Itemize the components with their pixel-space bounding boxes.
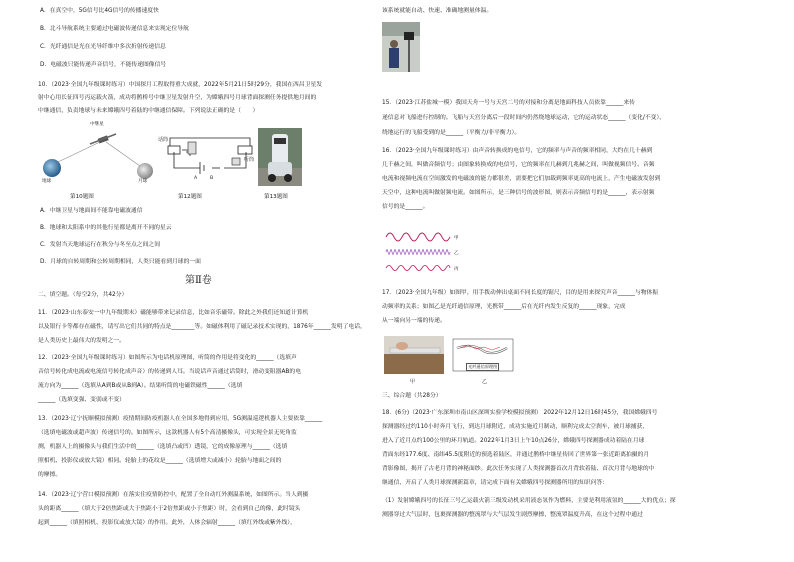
q15-line: 15．（2023·江苏盐城一模）我国天舟一号与天宫二号的对接和分离是地面科技人员依靠______来传 [382,100,635,106]
q12-line: 12．（2023·全国九年级课时练习）如图所示为电话机原理图，听筒的作用是将变化的______（选填声 [38,355,297,361]
q18-line: 背影像图，揭开了古老月背的神秘面纱。此次任务实现了人类探测器首次月背软着陆、首次月背与地球的中 [382,466,655,472]
moon-label: 月球 [138,179,148,184]
ruler-on-table-photo [384,336,444,374]
relay-satellite-figure [40,122,160,184]
q10-line: 射中心用长征四号丙运载火箭，成功将鹊桥号中继卫星发射升空，为嫦娥四号月球背面探测任务提供地月间的 [38,95,317,101]
q16-line: 16．（2023·全国九年级课时练习）由声音转换成的电信号，它的频率与声音的频率相同，大约在几十赫到 [382,148,653,154]
q15-line: 递信息对飞船进行控制的。飞船与天宫分离后一段时间内仍然绕地球运动，它的运动状态______（变化/不变）， [382,115,666,121]
q13-line: 测，机器人上的摄像头与我们生活中的______（选填凸或凹）透镜，它的成像原理与______（选填 [38,444,288,450]
earth-label: 地球 [42,179,52,184]
q16-line: 信号的是______。 [382,204,429,210]
q11-line: 是人类历史上最伟大的发明之一。 [38,338,125,344]
q13-line: （选填电磁波或超声波）传递信号的。如图所示，这款机器人有5个高清摄像头，可实现全景无死角监 [38,430,297,436]
wave-label-yi: 乙 [454,251,459,256]
section-title: 第Ⅱ卷 [185,275,212,286]
q15-line: 绕地运行的飞船受到的是______（平衡力/非平衡力）。 [382,130,521,136]
fig17-label-jia: 甲 [410,379,416,385]
q18-line: 背面东经177.6度、南纬45.5度附近的预选着陆区，并通过鹊桥中继星传回了世界第一张近距离拍摄的月 [382,452,650,458]
option-line: B．北斗导航系统主要通过电磁波传递信息来实现定位导航 [40,26,189,32]
section-subtitle: 二、填空题。（每空2分，共42分） [38,292,128,298]
wave-label-bing: 丙 [454,267,459,272]
q11-line: 11．（2023·山东泰安一中九年级期末）磁能够带来记录信息，比如音乐磁带。除此之外我们还知道计算机 [38,310,309,316]
continuation-line: 该系统就能自动、快速、准确地测量体温。 [382,8,493,14]
q12-line: 音信号转化成电流或电流信号转化成声音）的传递到人耳。当说话声音通过话筒时，滑动变阻器AB的电 [38,369,302,375]
q13-line: 13．（2023·辽宁抚顺模拟预测）疫情期间防疫机器人在全国多地得到应用，5G测温巡逻机器人主要依靠______ [38,416,323,422]
figure-caption: 第13题图 [264,194,288,200]
q10-option: A．中继卫星与地面间不能靠电磁波通信 [40,208,143,214]
q12-line: ______（选填变强、变弱或不变） [38,397,125,403]
point-b-label: B [210,176,214,181]
wave-label-jia: 甲 [454,236,459,241]
q18-line: 18．(6分)（2023·广东深圳市南山区深圳实验学校模拟预测） 2022年12月12日16时45分，我国嫦娥四号 [382,410,658,416]
q10-line: 10．（2023·全国九年级课时练习）中国探月工程取得重大成就，2022年5月21日5时29分，我国在西昌卫星发 [38,82,323,88]
fiber-diagram-label: 光纤通信原理图 [468,364,498,369]
q16-line: 电流和视频电流在空间激发的电磁波的能力都很差，需要把它们加载到频率更高的电流上，产生电磁波发射到 [382,176,661,182]
figure-caption: 第12题图 [178,194,202,200]
option-line: D．电磁波只能传递声音信号，不能传递图像信号 [40,62,167,68]
waveform-figure [384,228,464,276]
point-a-label: A [194,176,198,181]
fig17-label-yi: 乙 [482,379,488,385]
q18-line: 探测器经过约110小时奔月飞行，到达月球附近，成功实施近月制动，顺利完成太空刹车，被月球捕获， [382,424,649,430]
q14-line: 14．（2023·辽宁营口模拟预测）在落实住疫情防控中，配置了全自动红外测温系统，如图所示。当人到摄 [38,492,309,498]
q10-option: C．发射当天地球运行在秋分与冬至点之间之间 [40,242,160,248]
right-column [378,0,794,562]
figure-caption: 第10题图 [70,194,94,200]
q14-line: 起到______（填照相机、投影仪或放大镜）的作用。此外，人体会辐射______（填红外线或紫外线）， [38,520,296,526]
q10-option: D．月球的自转周期和公转周期相同，人类只能看到月球的一面 [40,259,201,265]
thermometer-photo [382,22,420,72]
q18-line: （1）发射嫦娥四号的长征三号乙运载火箭三级发动机采用液态氢作为燃料，主要是利用液氢的______大的优点；探 [382,498,676,504]
relay-label: 中继星 [90,122,104,127]
earpiece-label: 听筒 [244,157,255,163]
q18-line: 进入了近月点约100公里的环月轨道。2022年1月3日上午10点26分，嫦娥四号探测器成功着陆在月球 [382,438,645,444]
option-line: A．在真空中，5G信号比4G信号的传播速度快 [40,8,159,14]
section-three-title: 三、综合题（共28分） [382,393,442,399]
option-line: C．光纤通信是光在光导纤维中多次折射传递信息 [40,44,166,50]
q17-line: 17．（2023·全国九年级）如图甲，用手拨动伸出桌面不同长度的锯尺，目的是用来探究声音______与物体振 [382,290,659,296]
q18-line: 继通信，开启了人类月球探测新篇章，请完成下面有关嫦娥四号探测器所用的知识问答： [382,480,609,486]
left-column [0,0,378,562]
q13-line: 的摩擦。 [38,472,62,478]
q13-line: 照相机、投影仪或放大镜）相同。轮胎上的花纹是______（选填增大或减小）轮胎与地面之间的 [38,458,282,464]
q17-line: 动频率的关系；如图乙是光纤通信原理，光携带______后在光纤内发生反复的______现象，完成 [382,304,626,310]
q17-line: 从一端向另一端的传递。 [382,318,446,324]
q16-line: 几千赫之间，叫做音频信号；由图象转换成的电信号，它的频率在几赫到几兆赫之间，叫做视频信号。音频 [382,162,655,168]
robot-photo [258,128,302,186]
q14-line: 头的距离______（填大于2倍焦距或大于焦距小于2倍焦距或小于焦距）时，会看到自己的像，此时镜头 [38,506,301,512]
q10-option: B．地球和太阳系中的其他行星都是离开不同的星云 [40,225,172,231]
q11-line: 以及银行卡等都存在磁性，请写出它们共同的特点是________等。如磁体利用了磁记录技术实现的，1876年______发明了电话， [38,324,366,330]
q10-line: 中继通信，负责地球与未来嫦娥四号着陆的中继通信保障。下列说法正确的是（ ） [38,108,259,114]
mic-label: 话筒 [158,137,169,143]
q18-line: 测器穿过大气层时，包裹探测器的整流罩与大气层发生剧烈摩擦，整流罩温度升高，在这个过程中通过 [382,512,643,518]
q16-line: 天空中，这种电流叫做射频电流。如图所示，是三种信号的波形图，则表示音频信号的是______，表示射频 [382,190,655,196]
q12-line: 流方向为______（选填从A到B或从B到A）。结果听筒的电磁铁磁性______（选填 [38,383,243,389]
